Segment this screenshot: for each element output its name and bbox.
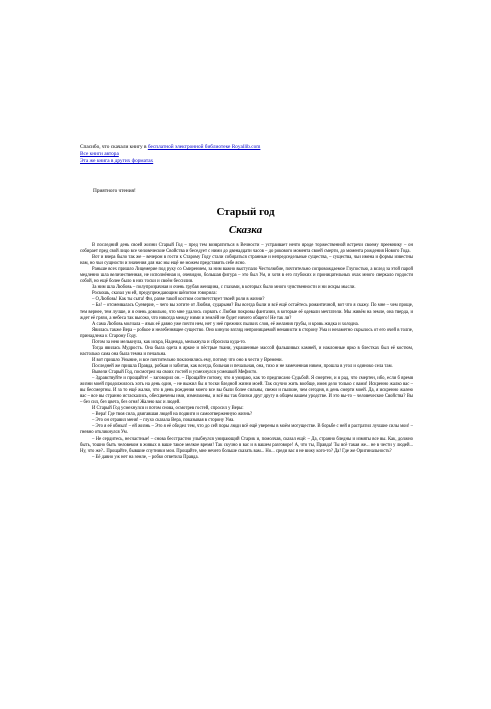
- paragraph: – Не сердитесь, несчастные! – снова бесстрастно улыбнулся умирающий Старик и, помолчав, сказал ещё: – Да, странно бледны и измяты все вы. Как, должно быть, тошно быть человеком в живых в ваше такое мелкое время! Так скучно в вас и в вашем разговоре! А, что ты, Правда! Ты всё такая же... не в чести у людей... Ну, что же?.. Прощайте, бывшие спутники мои. Прощайте, мне нечего больше сказать вам... Но... среди вас я не вижу кого-то? Да! Где же Оригинальность?: [80, 436, 413, 454]
- paragraph: И Старый Год усмехнулся и потом снова, осмотрев гостей, спросил у Веры:: [92, 406, 244, 412]
- paragraph: В последний день своей жизни Старый Год – пред тем возвратиться в Вечности – устраивает нечто вроде торжественной встречи своему преемнику – он собирает пред свой лицо все человеческие Свойства и беседует с ними до двенадцати часов – до рокового момента своей смерти, до момента рождения Нового Года.: [80, 243, 413, 255]
- paragraph: – Здравствуйте и прощайте! – заговорил он. – Прощайте потому, что я умираю, как то предписано Судьбой. Я смертен, и я рад, что смертен, ибо, если б время жизни моей продолжилось хоть на день один, – не выжил бы я тоски бледной жизни моей. Так скучно жить вообще, имея дело только с вами! Искренно жалко вас – вы бессмертны. И за то ещё жалко, что в день рождения моего все вы были более сильны, свежи и пылкие, чем сегодня, в день смерти моей. Да, я искренно жалею вас – все вы странно истаскались, обесцвечены ими, измельчены, и всё вы так близки друг другу в общем вашем уродстве. И это вы-то – человеческие Свойства? Вы – без сил, без цвета, без огня! Жалею вас и людей.: [80, 376, 413, 406]
- paragraph: Явилась также Вера – робкое и нелебезнящее существо. Оно кинуло взгляд непроницаемой ненависти в сторону Ума и незаметно скрылось от его очей в толпе, принадлежа к Старому Году.: [80, 327, 413, 339]
- paragraph: Вот и вчера было так же – вечером в гости к Старому Году стали собираться странные и непредседельные существа, – существа, чьи имена и формы известны нам, но чьи сущности и значения для нас мы ещё не можем представить себе ясно.: [80, 255, 413, 267]
- paragraph: Последней же пришла Правда, робкая и забитая, как всегда, больная и печальная, она, тихо и не замеченная никем, прошла в угол и одиноко села там.: [92, 363, 393, 369]
- paragraph: Вывели Старый Год, посмотрел на своих гостей и усмехнулся усмешкой Мефисто.: [92, 369, 258, 375]
- paragraph: Роскошь, сказал ум ей, предупреждающим шёпотом говорила:: [92, 291, 217, 297]
- all-books-link[interactable]: Все книги автора: [80, 151, 119, 157]
- other-formats-link[interactable]: Эта же книга в других форматах: [80, 158, 154, 164]
- library-link[interactable]: бесплатной электронной библиотеке Royallib.com: [147, 144, 261, 150]
- enjoy-reading-text: Приятного чтения!: [93, 188, 136, 194]
- paragraph: – Ба! – отсмеивалась Суеверие, – чего вы хотите от Любви, сударыня? Вы всегда были и всё ещё остаётесь романтичной, вот что я скажу. По мне – чем проще, тем вернее, тем лучше, и я очень довольно, что мне удалось сорвать с Любви покровы фантазии, в которые её одевали мечтатели. Мы живём на земле, она тверда, и ждет её грязи, а небеса так высоко, что никогда между ними и землёй не будет ничего общего! Не так ли?: [80, 303, 413, 321]
- paragraph: Раньше всех пришло Лицемерие под руку со Смирением, за ним важно выступало Честолюбие, почтительно сопровождаемое Глупостью, а вслед за этой парой медленно шла величественная, не исполнённая и, очевидно, большая фигура – это был Ум, и хотя в его глубоких и проницательных очах много сверкало гордости собой, но ещё более было в них тоски и своём бессилии.: [80, 267, 413, 285]
- paragraph: Потом за нею мелькнула, как искра, Надежда, мелькнула и сбросила куда-то.: [92, 339, 246, 345]
- paragraph: – Её давно уж нет на земле, – робко ответила Правда.: [92, 454, 199, 460]
- header-line-3: [80, 158, 440, 165]
- paragraph: – Вера! Где твоя сила, двигавшая людей на подвиги и самоотверженную жизнь?: [92, 412, 253, 418]
- paragraph: – Это он отравил меня! – глухо сказала Вера, показывая в сторону Ума.: [92, 418, 235, 424]
- story-title: Старый год: [216, 206, 275, 218]
- paragraph: А сама Любовь молчала – язык её давно уже почти нем, нет у неё прежних пылких слов, её желания грубы, и кровь жидка и холодна.: [92, 321, 359, 327]
- paragraph: – Это я её обмыл! – ей жизнь – Это я её обидел тем, что до сей поры люди всё ещё уверены в моём могуществе. В борьбе с ней я растратил лучшие силы мои! – гневно откликнулся Ум.: [80, 424, 413, 436]
- download-header: [80, 144, 440, 165]
- story-subtitle: Сказка: [228, 224, 263, 236]
- story-body: [80, 243, 413, 461]
- header-line-1: [80, 144, 440, 151]
- paragraph: За ним шла Любовь – полупрозрачная и очень грубая женщина, с глазами, в которых было много чувственности и ни искры мысли.: [92, 285, 356, 291]
- paragraph: И вот пришло Уныние, и все почтительно поклонились ему, потому что оно в чести у Времени.: [92, 357, 283, 363]
- header-thanks-prefix: Спасибо, что скачали книгу в: [80, 144, 148, 150]
- paragraph: Тогда явилась Мудрость. Она была одета в яркие и пёстрые ткани, украшенные массой фальшивых камней, и наклонные ярко в блестках был её костюм, настолько сама она была темна и печальна.: [80, 345, 413, 357]
- header-line-2: [80, 151, 440, 158]
- paragraph: – О,Любовь! Как ты сыта! Фи, разве такой костюм соответствует твоей роли в жизни?: [92, 297, 265, 303]
